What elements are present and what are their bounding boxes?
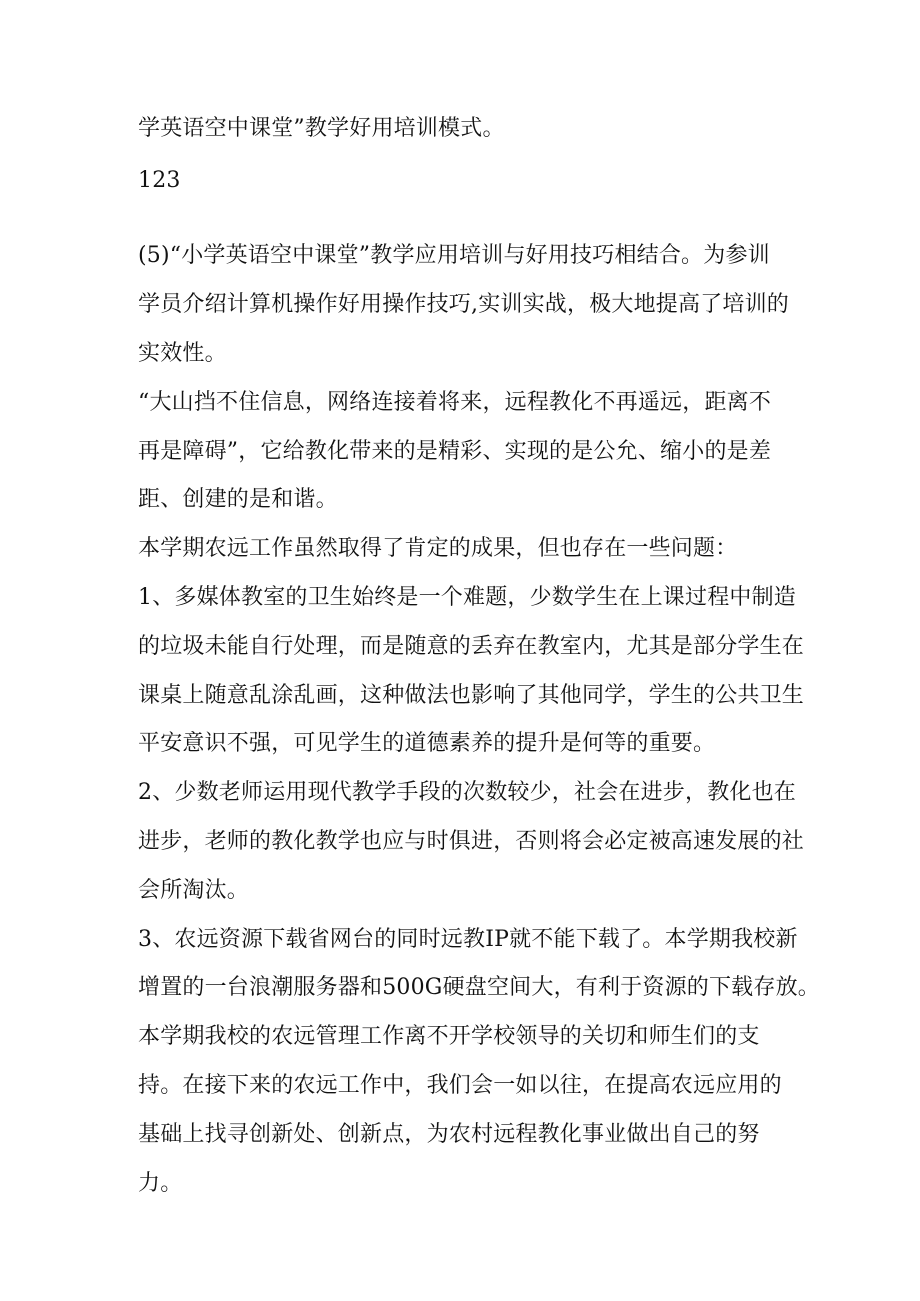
text-line: 会所淘汰。 bbox=[138, 878, 250, 903]
text-line: 再是障碍”，它给教化带来的是精彩、实现的是公允、缩小的是差 bbox=[138, 439, 772, 464]
text-line: 2、少数老师运用现代教学手段的次数较少，社会在进步，教化也在 bbox=[138, 780, 796, 805]
text-line: “大山挡不住信息，网络连接着将来，远程教化不再遥远，距离不 bbox=[138, 390, 772, 415]
text-line: 进步，老师的教化教学也应与时俱进，否则将会必定被高速发展的社 bbox=[138, 829, 805, 854]
text-line: 本学期农远工作虽然取得了肯定的成果，但也存在一些问题： bbox=[138, 536, 738, 561]
text-line: 课桌上随意乱涂乱画，这种做法也影响了其他同学，学生的公共卫生 bbox=[138, 683, 805, 708]
text-line: 学英语空中课堂”教学好用培训模式。 bbox=[138, 116, 505, 141]
text-line: 3、农远资源下载省网台的同时远教IP就不能下载了。本学期我校新 bbox=[138, 927, 798, 952]
page-number: 123 bbox=[138, 168, 181, 193]
text-line: 持。在接下来的农远工作中，我们会一如以往，在提高农远应用的 bbox=[138, 1073, 782, 1098]
text-line: 实效性。 bbox=[138, 341, 227, 366]
text-line: 力。 bbox=[138, 1171, 183, 1196]
text-line: 平安意识不强，可见学生的道德素养的提升是何等的重要。 bbox=[138, 731, 716, 756]
text-line: (5)“小学英语空中课堂”教学应用培训与好用技巧相结合。为参训 bbox=[138, 243, 770, 268]
text-line: 基础上找寻创新处、创新点，为农村远程教化事业做出自己的努 bbox=[138, 1122, 760, 1147]
text-line: 的垃圾未能自行处理，而是随意的丢弃在教室内，尤其是部分学生在 bbox=[138, 634, 805, 659]
text-line: 学员介绍计算机操作好用操作技巧,实训实战，极大地提高了培训的 bbox=[138, 292, 789, 317]
text-line: 增置的一台浪潮服务器和500G硬盘空间大，有利于资源的下载存放。 bbox=[138, 975, 820, 1000]
text-line: 1、多媒体教室的卫生始终是一个难题，少数学生在上课过程中制造 bbox=[138, 585, 796, 610]
text-line: 距、创建的是和谐。 bbox=[138, 487, 338, 512]
text-line: 本学期我校的农远管理工作离不开学校领导的关切和师生们的支 bbox=[138, 1024, 760, 1049]
